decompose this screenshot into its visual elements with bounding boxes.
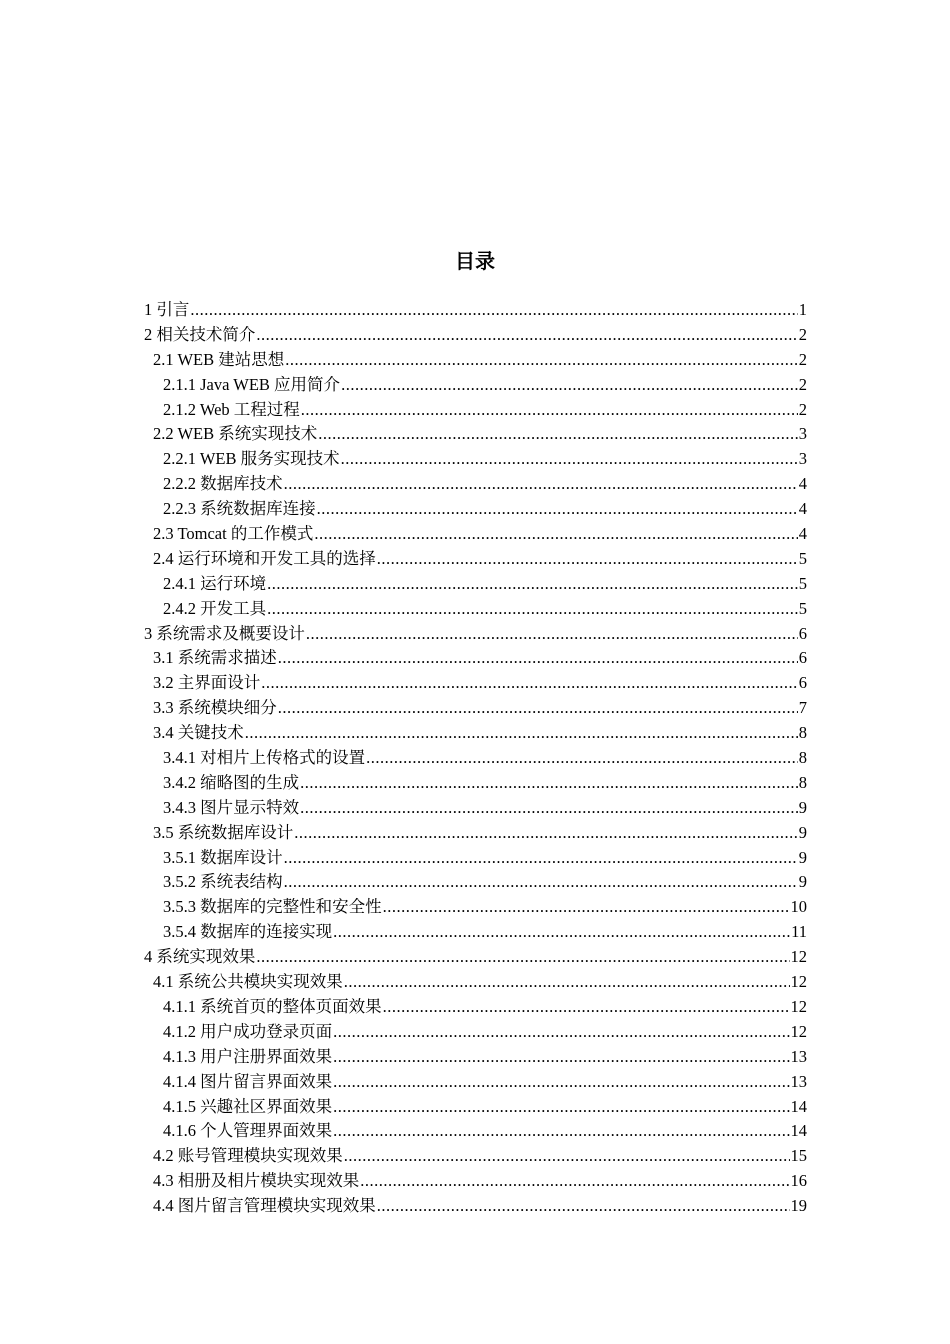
toc-entry[interactable] xyxy=(144,895,807,920)
toc-entry-label: 3.5 系统数据库设计 xyxy=(153,822,294,842)
toc-dot-leader xyxy=(344,1144,790,1169)
toc-entry-label: 2.2.1 WEB 服务实现技术 xyxy=(163,449,340,469)
toc-entry-label: 4.1.5 兴趣社区界面效果 xyxy=(163,1096,333,1116)
toc-entry-page-number: 9 xyxy=(798,872,807,892)
toc-entry-page-number: 16 xyxy=(790,1171,807,1191)
toc-entry[interactable] xyxy=(144,796,807,821)
toc-entry-page-number: 13 xyxy=(790,1046,807,1066)
toc-dot-leader xyxy=(314,522,797,547)
toc-entry-label: 2.4.2 开发工具 xyxy=(163,598,267,618)
toc-dot-leader xyxy=(341,373,798,398)
toc-entry-label: 3.5.3 数据库的完整性和安全性 xyxy=(163,897,382,917)
toc-entry-page-number: 8 xyxy=(798,772,807,792)
toc-entry-page-number: 2 xyxy=(798,374,807,394)
toc-dot-leader xyxy=(377,1194,790,1219)
toc-dot-leader xyxy=(284,870,798,895)
toc-entry[interactable] xyxy=(144,970,807,995)
toc-dot-leader xyxy=(261,671,798,696)
toc-entry-page-number: 5 xyxy=(798,548,807,568)
toc-dot-leader xyxy=(267,572,798,597)
toc-entry[interactable] xyxy=(144,1095,807,1120)
toc-entry-page-number: 7 xyxy=(798,698,807,718)
toc-dot-leader xyxy=(344,970,790,995)
toc-entry-label: 3.4.1 对相片上传格式的设置 xyxy=(163,748,366,768)
toc-entry-label: 2.4 运行环境和开发工具的选择 xyxy=(153,548,376,568)
toc-dot-leader xyxy=(333,920,790,945)
toc-entry-page-number: 12 xyxy=(790,1021,807,1041)
toc-entry[interactable] xyxy=(144,746,807,771)
toc-entry-label: 4.1.1 系统首页的整体页面效果 xyxy=(163,996,382,1016)
toc-dot-leader xyxy=(318,422,798,447)
toc-entry[interactable] xyxy=(144,1194,807,1219)
toc-entry[interactable] xyxy=(144,348,807,373)
toc-entry-page-number: 13 xyxy=(790,1071,807,1091)
toc-entry[interactable] xyxy=(144,1020,807,1045)
toc-entry[interactable] xyxy=(144,870,807,895)
toc-entry[interactable] xyxy=(144,373,807,398)
toc-dot-leader xyxy=(294,821,798,846)
toc-entry-page-number: 6 xyxy=(798,623,807,643)
toc-entry[interactable] xyxy=(144,622,807,647)
toc-dot-leader xyxy=(267,597,798,622)
toc-entry[interactable] xyxy=(144,920,807,945)
toc-entry-page-number: 8 xyxy=(798,723,807,743)
toc-entry-page-number: 14 xyxy=(790,1096,807,1116)
toc-entry-page-number: 19 xyxy=(790,1196,807,1216)
toc-entry-page-number: 9 xyxy=(798,797,807,817)
toc-entry-page-number: 3 xyxy=(798,449,807,469)
toc-entry-page-number: 12 xyxy=(790,947,807,967)
toc-entry[interactable] xyxy=(144,1119,807,1144)
toc-entry[interactable] xyxy=(144,447,807,472)
toc-entry-page-number: 4 xyxy=(798,499,807,519)
toc-entry-label: 3.4.2 缩略图的生成 xyxy=(163,772,300,792)
toc-entry[interactable] xyxy=(144,1144,807,1169)
toc-entry[interactable] xyxy=(144,995,807,1020)
toc-dot-leader xyxy=(333,1045,789,1070)
toc-dot-leader xyxy=(377,547,798,572)
toc-entry-label: 2 相关技术简介 xyxy=(144,324,256,344)
toc-entry-page-number: 14 xyxy=(790,1121,807,1141)
toc-entry-label: 3.5.2 系统表结构 xyxy=(163,872,283,892)
toc-entry-label: 4.1.6 个人管理界面效果 xyxy=(163,1121,333,1141)
toc-entry[interactable] xyxy=(144,821,807,846)
toc-entry[interactable] xyxy=(144,671,807,696)
toc-entry-page-number: 6 xyxy=(798,648,807,668)
toc-dot-leader xyxy=(256,323,797,348)
toc-dot-leader xyxy=(306,622,798,647)
toc-entry-label: 4.1.3 用户注册界面效果 xyxy=(163,1046,333,1066)
toc-dot-leader xyxy=(285,348,798,373)
toc-dot-leader xyxy=(333,1070,789,1095)
toc-dot-leader xyxy=(333,1020,789,1045)
toc-entry-page-number: 2 xyxy=(798,349,807,369)
toc-entry-label: 4 系统实现效果 xyxy=(144,947,256,967)
toc-entry-label: 3.5.4 数据库的连接实现 xyxy=(163,922,333,942)
toc-entry-label: 2.1.2 Web 工程过程 xyxy=(163,399,300,419)
toc-entry[interactable] xyxy=(144,846,807,871)
toc-entry[interactable] xyxy=(144,298,807,323)
toc-entry-label: 4.3 相册及相片模块实现效果 xyxy=(153,1171,360,1191)
toc-entry-label: 1 引言 xyxy=(144,300,190,319)
toc-entry[interactable] xyxy=(144,696,807,721)
toc-entry[interactable] xyxy=(144,771,807,796)
toc-entry-label: 2.2.2 数据库技术 xyxy=(163,474,283,494)
toc-entry-label: 4.2 账号管理模块实现效果 xyxy=(153,1146,343,1166)
toc-entry-label: 3.5.1 数据库设计 xyxy=(163,847,283,867)
toc-entry-label: 3.4 关键技术 xyxy=(153,723,244,743)
toc-entry[interactable] xyxy=(144,721,807,746)
toc-entry-label: 2.1 WEB 建站思想 xyxy=(153,349,285,369)
toc-entry-page-number: 11 xyxy=(791,922,807,942)
toc-entry[interactable] xyxy=(144,522,807,547)
toc-entry-page-number: 8 xyxy=(798,748,807,768)
toc-entry-page-number: 10 xyxy=(790,897,807,917)
toc-dot-leader xyxy=(383,895,790,920)
toc-dot-leader xyxy=(284,472,798,497)
toc-entry[interactable] xyxy=(144,497,807,522)
toc-dot-leader xyxy=(301,398,798,423)
toc-entry-page-number: 6 xyxy=(798,673,807,693)
toc-entry-page-number: 4 xyxy=(798,474,807,494)
toc-entry-label: 2.2 WEB 系统实现技术 xyxy=(153,424,318,444)
toc-entry-label: 2.1.1 Java WEB 应用简介 xyxy=(163,374,341,394)
toc-entry-label: 2.4.1 运行环境 xyxy=(163,573,267,593)
toc-entry-page-number: 2 xyxy=(798,399,807,419)
toc-entry-page-number: 5 xyxy=(798,573,807,593)
toc-entry[interactable] xyxy=(144,945,807,970)
toc-dot-leader xyxy=(333,1119,789,1144)
toc-entry-label: 4.1.4 图片留言界面效果 xyxy=(163,1071,333,1091)
toc-entry[interactable] xyxy=(144,472,807,497)
toc-entry-page-number: 4 xyxy=(798,524,807,544)
toc-dot-leader xyxy=(284,846,798,871)
toc-entry-page-number: 2 xyxy=(798,324,807,344)
toc-dot-leader xyxy=(317,497,798,522)
toc-dot-leader xyxy=(256,945,789,970)
toc-dot-leader xyxy=(278,646,798,671)
toc-entry-label: 3.1 系统需求描述 xyxy=(153,648,277,668)
toc-entry[interactable] xyxy=(144,422,807,447)
toc-entry[interactable] xyxy=(144,547,807,572)
toc-entry[interactable] xyxy=(144,1045,807,1070)
toc-entry-label: 4.1 系统公共模块实现效果 xyxy=(153,972,343,992)
toc-entry-label: 2.2.3 系统数据库连接 xyxy=(163,499,316,519)
toc-entry-label: 3.3 系统模块细分 xyxy=(153,698,277,718)
toc-entry[interactable] xyxy=(144,597,807,622)
toc-dot-leader xyxy=(341,447,798,472)
toc-dot-leader xyxy=(360,1169,789,1194)
toc-entry[interactable] xyxy=(144,1169,807,1194)
toc-entry-label: 4.4 图片留言管理模块实现效果 xyxy=(153,1196,376,1216)
toc-entry-page-number: 5 xyxy=(798,598,807,618)
toc-entry-label: 4.1.2 用户成功登录页面 xyxy=(163,1021,333,1041)
toc-dot-leader xyxy=(300,796,798,821)
toc-entry[interactable] xyxy=(144,572,807,597)
toc-dot-leader xyxy=(245,721,798,746)
toc-entry[interactable] xyxy=(144,323,807,348)
toc-entry-page-number: 9 xyxy=(798,847,807,867)
toc-entry[interactable] xyxy=(144,398,807,423)
toc-entry-label: 3.4.3 图片显示特效 xyxy=(163,797,300,817)
toc-entry-page-number: 12 xyxy=(790,972,807,992)
toc-entry-page-number: 15 xyxy=(790,1146,807,1166)
toc-entry-label: 3.2 主界面设计 xyxy=(153,673,261,693)
toc-dot-leader xyxy=(383,995,790,1020)
toc-entry-page-number: 12 xyxy=(790,996,807,1016)
toc-title: 目录 xyxy=(455,249,495,273)
toc-list xyxy=(144,298,807,1219)
toc-dot-leader xyxy=(333,1095,789,1120)
toc-entry[interactable] xyxy=(144,1070,807,1095)
toc-dot-leader xyxy=(278,696,798,721)
toc-entry[interactable] xyxy=(144,646,807,671)
toc-dot-leader xyxy=(366,746,798,771)
toc-dot-leader xyxy=(300,771,798,796)
toc-entry-label: 3 系统需求及概要设计 xyxy=(144,623,305,643)
toc-entry-page-number: 3 xyxy=(798,424,807,444)
toc-dot-leader xyxy=(190,298,797,323)
toc-entry-page-number: 9 xyxy=(798,822,807,842)
toc-entry-label: 2.3 Tomcat 的工作模式 xyxy=(153,524,314,544)
toc-entry-page-number: 1 xyxy=(798,300,807,319)
